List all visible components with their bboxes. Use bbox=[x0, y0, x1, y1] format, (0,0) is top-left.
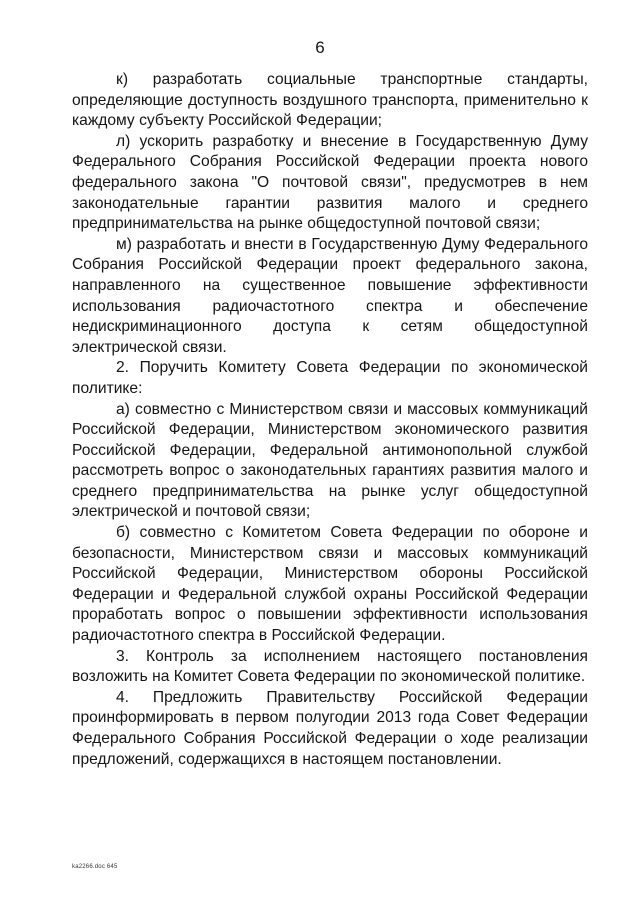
paragraph-2b: б) совместно с Комитетом Совета Федерации по обороне и безопасности, Министерством связи и массовых коммуникаций Российской Федерации, Министерством обороны Российской Федерации и Федеральной службой охраны Российской Федерации проработать вопрос о повышении эффективности использования радиочастотного спектра в Российской Федерации. bbox=[72, 524, 588, 645]
page-number: 6 bbox=[315, 38, 325, 57]
paragraph-2: 2. Поручить Комитету Совета Федерации по экономической политике: bbox=[72, 359, 588, 397]
paragraph-m: м) разработать и внести в Государственную Думу Федерального Собрания Российской Федерации проект федерального закона, направленного на существенное повышение эффективности использования радиочастотного спектра и обеспечение недискриминационного доступа к сетям общедоступной электрической связи. bbox=[72, 235, 588, 356]
paragraph-k: к) разработать социальные транспортные стандарты, определяющие доступность воздушного транспорта, применительно к каждому субъекту Российской Федерации; bbox=[72, 71, 588, 130]
paragraph-4: 4. Предложить Правительству Российской Федерации проинформировать в первом полугодии 2013 года Совет Федерации Федерального Собрания Российской Федерации о ходе реализации предложений, содержащихся в настоящем постановлении. bbox=[72, 688, 588, 768]
document-body bbox=[72, 70, 588, 770]
footer-file-code: ka2266.doc 645 bbox=[72, 864, 118, 870]
paragraph-3: 3. Контроль за исполнением настоящего постановления возложить на Комитет Совета Федерации по экономической политике. bbox=[72, 647, 588, 686]
paragraph-l: л) ускорить разработку и внесение в Государственную Думу Федерального Собрания Российской Федерации проекта нового федерального закона "О почтовой связи", предусмотрев в нем законодательные гарантии развития малого и среднего предпринимательства на рынке общедоступной почтовой связи; bbox=[72, 132, 588, 233]
paragraph-2a: а) совместно с Министерством связи и массовых коммуникаций Российской Федерации, Министерством экономического развития Российской Федерации, Федеральной антимонопольной службой рассмотреть вопрос о законодательных гарантиях развития малого и среднего предпринимательства на рынке услуг общедоступной электрической и почтовой связи; bbox=[72, 400, 588, 521]
